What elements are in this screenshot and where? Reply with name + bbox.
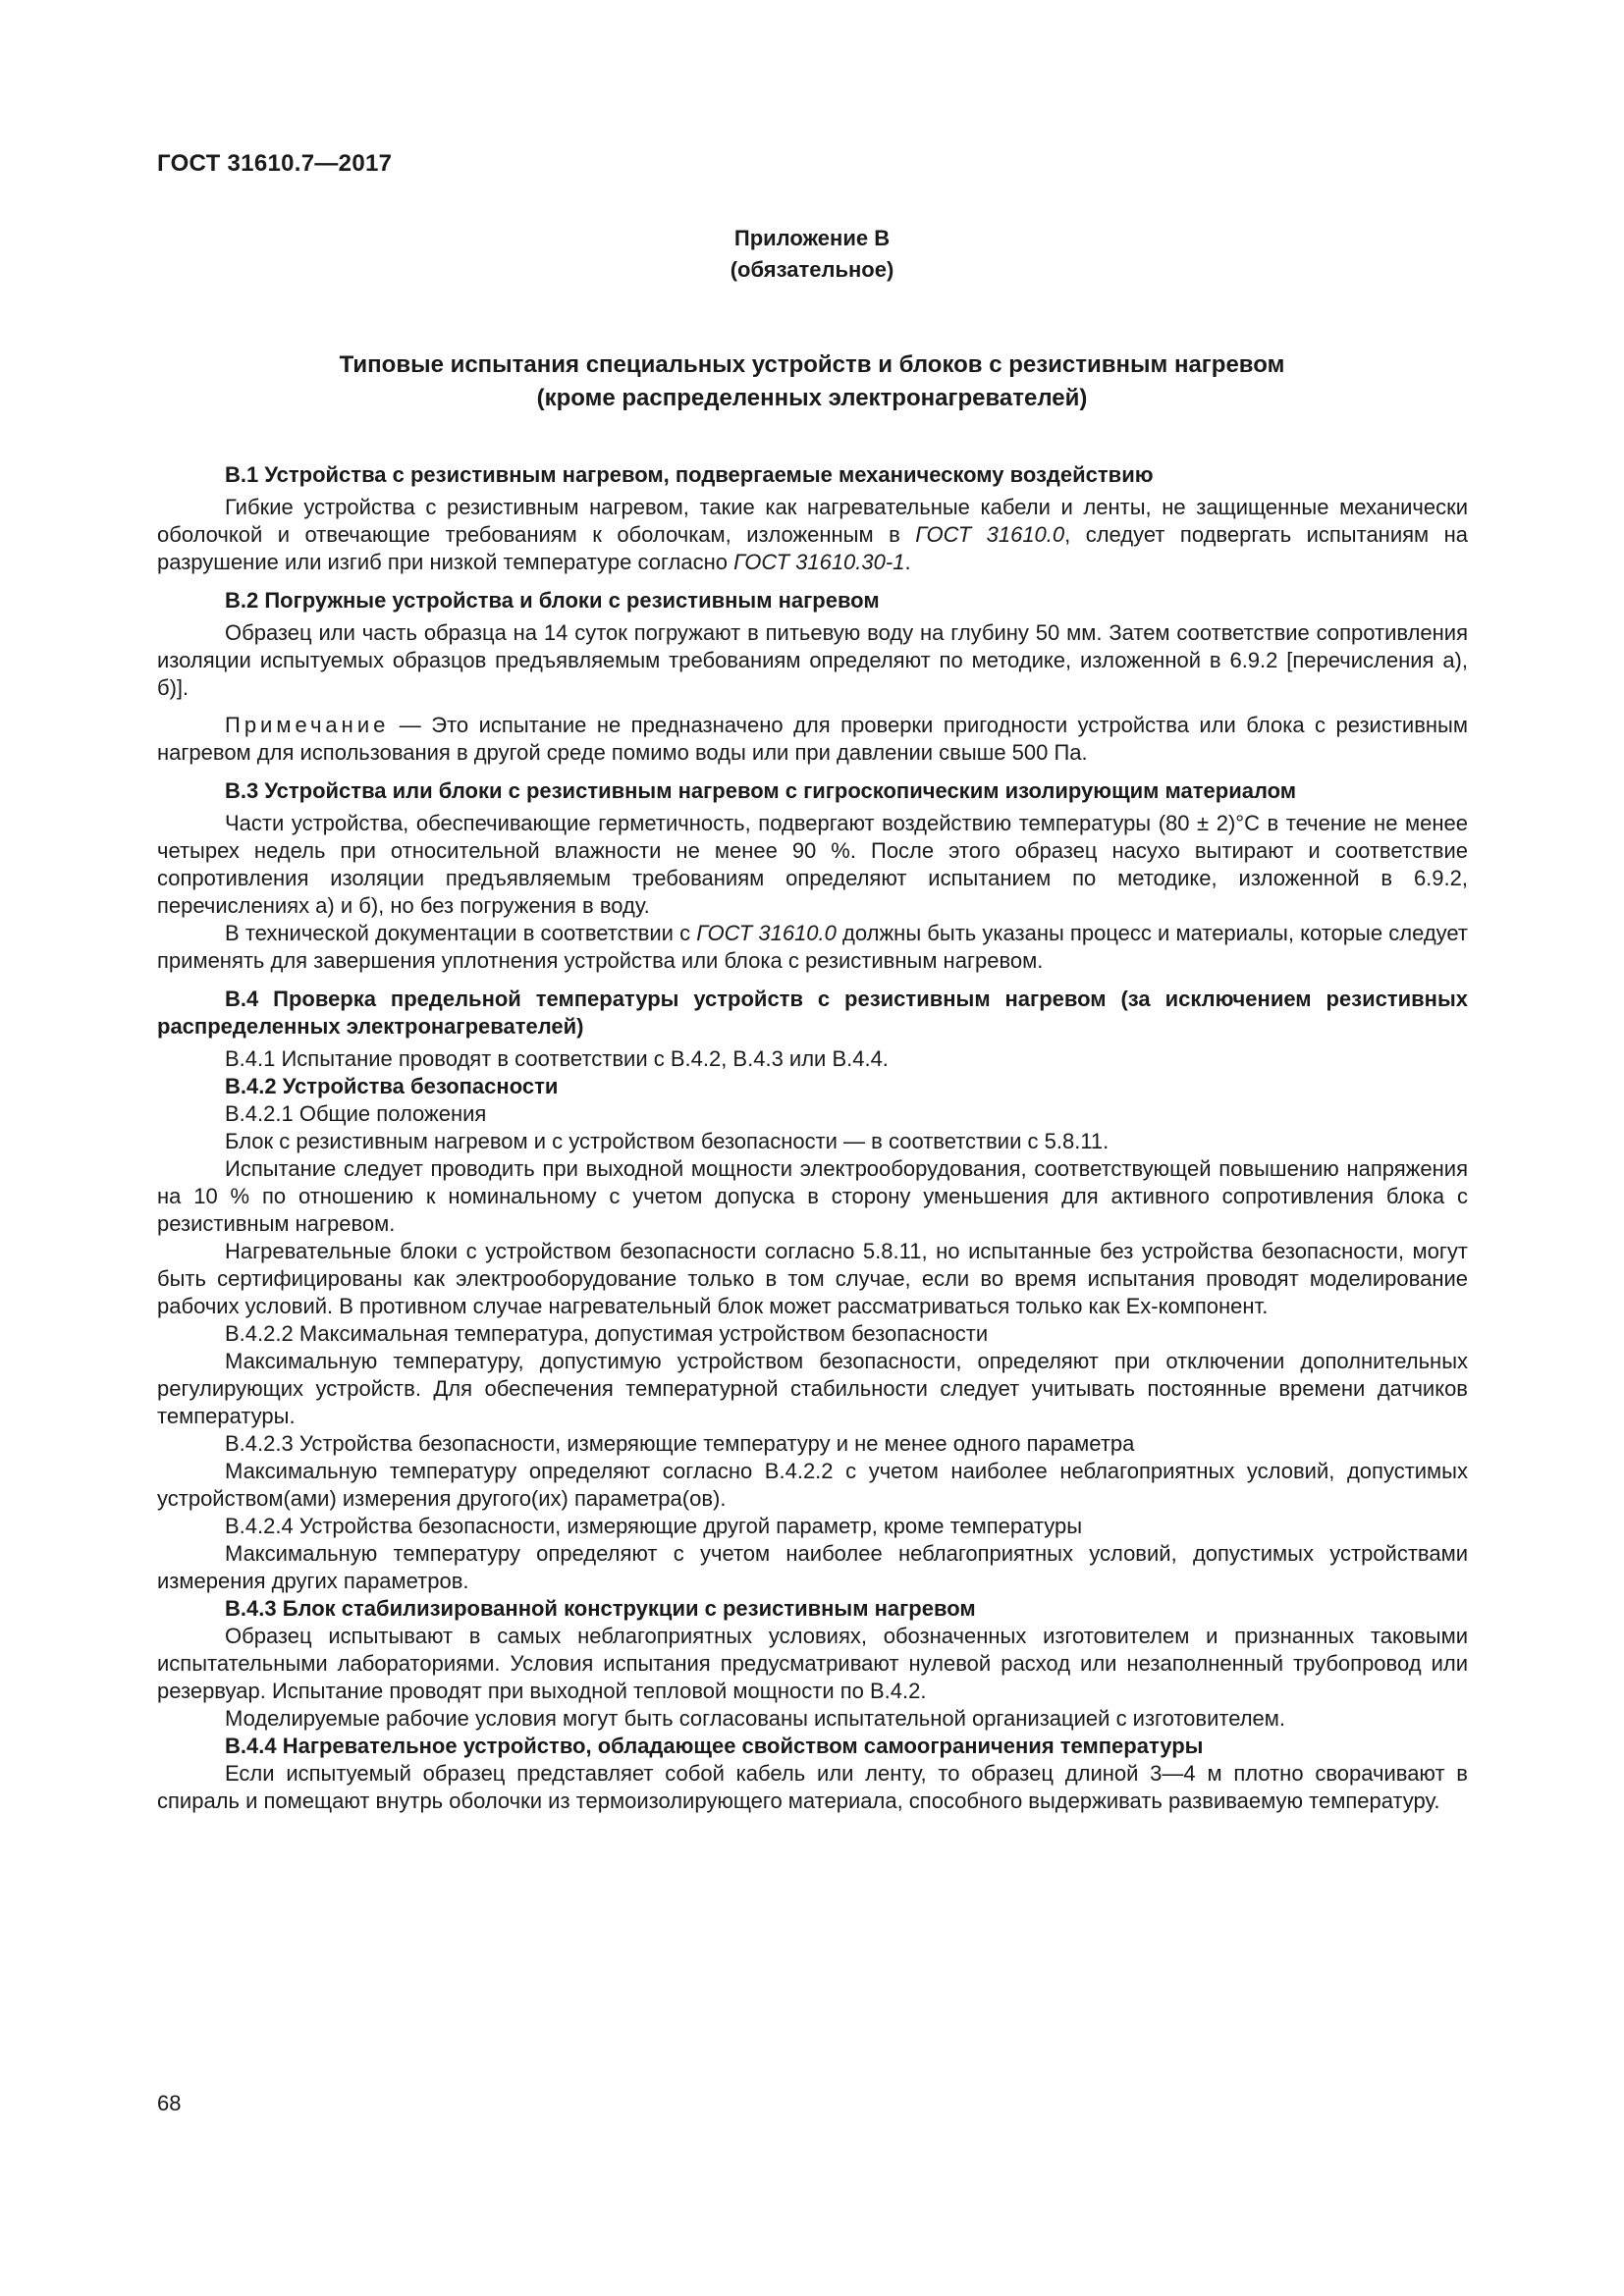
section-b1-paragraph <box>157 494 1468 576</box>
section-b3-paragraph-1: Части устройства, обеспечивающие герметичность, подвергают воздействию температуры (80 ± 2)°С в течение не менее четырех недель при относительной влажности не менее 90 %. После этого образец насухо вытирают и соответствие сопротивления изоляции предъявляемым требованиям определяют испытанием по методике, изложенной в 6.9.2, перечислениях а) и б), но без погружения в воду. <box>157 811 1468 918</box>
annex-status: (обязательное) <box>730 257 894 282</box>
section-b4-2-heading: В.4.2 Устройства безопасности <box>225 1074 559 1098</box>
section-b4-3-paragraph-2: Моделируемые рабочие условия могут быть согласованы испытательной организацией с изготовителем. <box>225 1706 1286 1731</box>
section-b4-2-1-paragraph-1: Блок с резистивным нагревом и с устройством безопасности — в соответствии с 5.8.11. <box>225 1129 1110 1153</box>
section-b2-heading: В.2 Погружные устройства и блоки с резистивным нагревом <box>225 588 880 613</box>
note-label: Примечание <box>225 713 390 737</box>
section-b3-paragraph-2 <box>157 920 1468 975</box>
section-b4-heading: В.4 Проверка предельной температуры устройств с резистивным нагревом (за исключением резистивных распределенных электронагревателей) <box>157 987 1468 1039</box>
b1-text-a: Гибкие устройства с резистивным нагревом, такие как нагревательные кабели и ленты, не защищенные механически оболочкой и отвечающие требованиям к оболочкам, изложенным в <box>157 495 1468 547</box>
section-b2-paragraph: Образец или часть образца на 14 суток погружают в питьевую воду на глубину 50 мм. Затем соответствие сопротивления изоляции испытуемых образцов предъявляемым требованиям определяют по методике, изложенной в 6.9.2 [перечисления а), б)]. <box>157 620 1468 700</box>
section-b4-4-paragraph: Если испытуемый образец представляет собой кабель или ленту, то образец длиной 3—4 м плотно сворачивают в спираль и помещают внутрь оболочки из термоизолирующего материала, способного выдерживать развиваемую температуру. <box>157 1761 1468 1813</box>
section-b4-2-1-paragraph-2: Испытание следует проводить при выходной мощности электрооборудования, соответствующей повышению напряжения на 10 % по отношению к номинальному с учетом допуска в сторону уменьшения для активного сопротивления блока с резистивным нагревом. <box>157 1156 1468 1236</box>
annex-heading-line-2: (кроме распределенных электронагревателей) <box>536 385 1088 411</box>
section-b4-2-2-heading: В.4.2.2 Максимальная температура, допустимая устройством безопасности <box>225 1321 989 1346</box>
section-b2-note <box>157 712 1468 767</box>
b1-text-b: , следует подвергать испытаниям на разрушение или изгиб при низкой температуре согласно <box>157 522 1468 574</box>
section-b4-2-3-heading: В.4.2.3 Устройства безопасности, измеряющие температуру и не менее одного параметра <box>225 1431 1135 1456</box>
page-number: 68 <box>157 2091 182 2115</box>
document-body <box>157 461 1468 1815</box>
annex-heading <box>177 348 1447 415</box>
document-code: ГОСТ 31610.7—2017 <box>157 150 393 177</box>
section-b4-2-1-paragraph-3: Нагревательные блоки с устройством безопасности согласно 5.8.11, но испытанные без устройства безопасности, могут быть сертифицированы как электрооборудование только в том случае, если во время испытания проводят моделирование рабочих условий. В противном случае нагревательный блок может рассматриваться только как Ex-компонент. <box>157 1239 1468 1318</box>
section-b4-2-4-heading: В.4.2.4 Устройства безопасности, измеряющие другой параметр, кроме температуры <box>225 1514 1083 1538</box>
section-b1-heading: В.1 Устройства с резистивным нагревом, подвергаемые механическому воздействию <box>225 462 1154 487</box>
annex-title: Приложение В <box>733 226 891 250</box>
annex-heading-line-1: Типовые испытания специальных устройств и блоков с резистивным нагревом <box>339 351 1285 378</box>
b1-reference-gost-31610-30-1: ГОСТ 31610.30-1 <box>733 550 905 574</box>
section-b3-heading: В.3 Устройства или блоки с резистивным нагревом с гигроскопическим изолирующим материалом <box>225 778 1297 803</box>
note-text: — Это испытание не предназначено для проверки пригодности устройства или блока с резистивным нагревом для использования в другой среде помимо воды или при давлении свыше 500 Па. <box>157 713 1468 765</box>
section-b4-2-3-paragraph: Максимальную температуру определяют согласно В.4.2.2 с учетом наиболее неблагоприятных условий, допустимых устройством(ами) измерения другого(их) параметра(ов). <box>157 1459 1468 1511</box>
section-b4-3-paragraph-1: Образец испытывают в самых неблагоприятных условиях, обозначенных изготовителем и признанных таковыми испытательными лабораториями. Условия испытания предусматривают нулевой расход или незаполненный трубопровод или резервуар. Испытание проводят при выходной тепловой мощности по В.4.2. <box>157 1624 1468 1703</box>
section-b4-4-heading: В.4.4 Нагревательное устройство, обладающее свойством самоограничения температуры <box>225 1734 1204 1758</box>
section-b4-3-heading: В.4.3 Блок стабилизированной конструкции с резистивным нагревом <box>225 1596 976 1621</box>
section-b4-2-1-heading: В.4.2.1 Общие положения <box>225 1101 487 1126</box>
b3-reference-gost-31610-0: ГОСТ 31610.0 <box>696 921 837 945</box>
section-b4-2-4-paragraph: Максимальную температуру определяют с учетом наиболее неблагоприятных условий, допустимых устройствами измерения других параметров. <box>157 1541 1468 1593</box>
section-b4-1: В.4.1 Испытание проводят в соответствии с В.4.2, В.4.3 или В.4.4. <box>225 1046 889 1071</box>
b1-reference-gost-31610-0: ГОСТ 31610.0 <box>915 522 1065 547</box>
b1-text-c: . <box>904 550 911 574</box>
b3-text-b: должны быть указаны процесс и материалы, которые следует применять для завершения уплотнения устройства или блока с резистивным нагревом. <box>157 921 1468 973</box>
section-b4-2-2-paragraph: Максимальную температуру, допустимую устройством безопасности, определяют при отключении дополнительных регулирующих устройств. Для обеспечения температурной стабильности следует учитывать постоянные времени датчиков температуры. <box>157 1349 1468 1428</box>
b3-text-a: В технической документации в соответствии с <box>225 921 697 945</box>
